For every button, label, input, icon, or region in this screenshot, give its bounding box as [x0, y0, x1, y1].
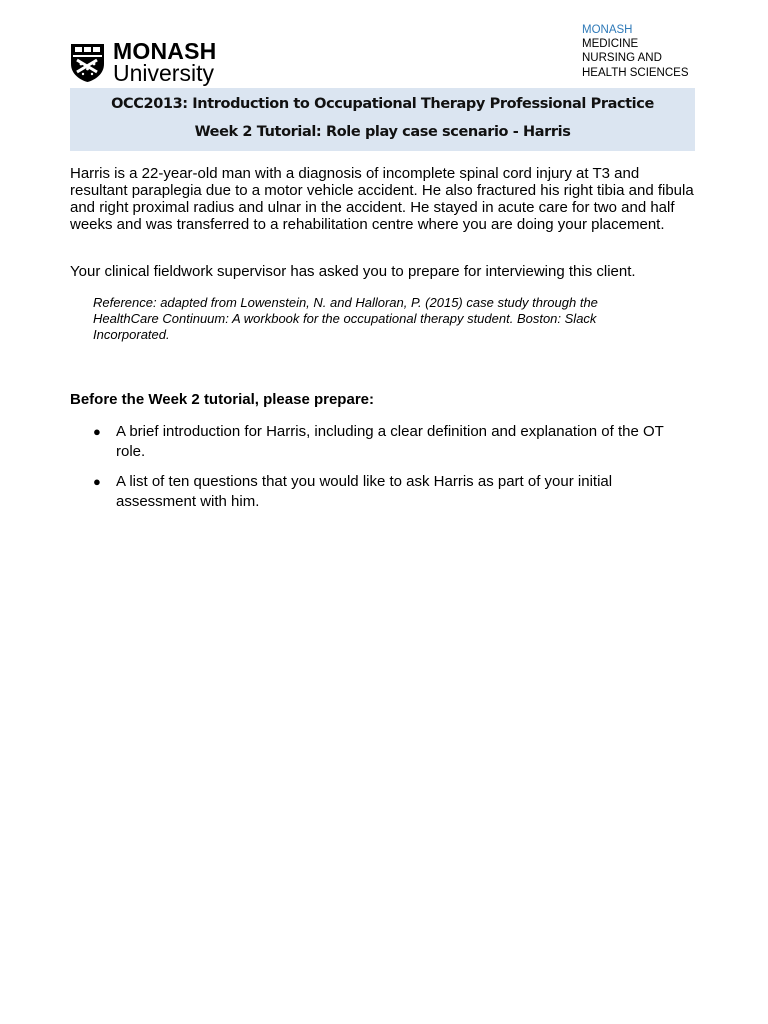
reference-note: Reference: adapted from Lowenstein, N. and Halloran, P. (2015) case study through the HealthCare Continuum: A workbook for the occupational therapy student. Boston: Slack Incorporated. [93, 295, 598, 342]
logo-wordmark-monash: MONASH [113, 38, 217, 64]
bullet-icon: ● [93, 474, 101, 489]
title-band [70, 88, 695, 151]
tutorial-title: Week 2 Tutorial: Role play case scenario - Harris [194, 124, 571, 140]
case-description: Harris is a 22-year-old man with a diagnosis of incomplete spinal cord injury at T3 and resultant paraplegia due to a motor vehicle accident. He also fractured his right tibia and fibula and right proximal radius and ulnar in the accident. He stayed in acute care for two and half weeks and was transferred to a rehabilitation centre where you are doing your placement. [70, 165, 694, 233]
supervisor-instruction: Your clinical fieldwork supervisor has asked you to prepare for interviewing this client. [70, 263, 636, 280]
faculty-line-medicine: MEDICINE [582, 38, 639, 51]
shield-crest-icon [69, 42, 106, 83]
faculty-line-monash: MONASH [582, 24, 633, 36]
monash-logo [69, 38, 219, 86]
course-title: OCC2013: Introduction to Occupational Therapy Professional Practice [111, 96, 654, 112]
list-item [70, 472, 695, 511]
faculty-line-nursing: NURSING AND [582, 52, 662, 65]
faculty-block [582, 23, 689, 80]
faculty-line-health: HEALTH SCIENCES [582, 66, 689, 79]
logo-wordmark-university: University [113, 60, 214, 86]
prep-heading: Before the Week 2 tutorial, please prepare: [70, 391, 374, 408]
list-item-text: A brief introduction for Harris, including a clear definition and explanation of the OT role. [116, 423, 664, 460]
prep-list [70, 422, 695, 522]
bullet-icon: ● [93, 424, 101, 439]
list-item-text: A list of ten questions that you would like to ask Harris as part of your initial assessment with him. [116, 473, 613, 510]
list-item [70, 422, 695, 461]
